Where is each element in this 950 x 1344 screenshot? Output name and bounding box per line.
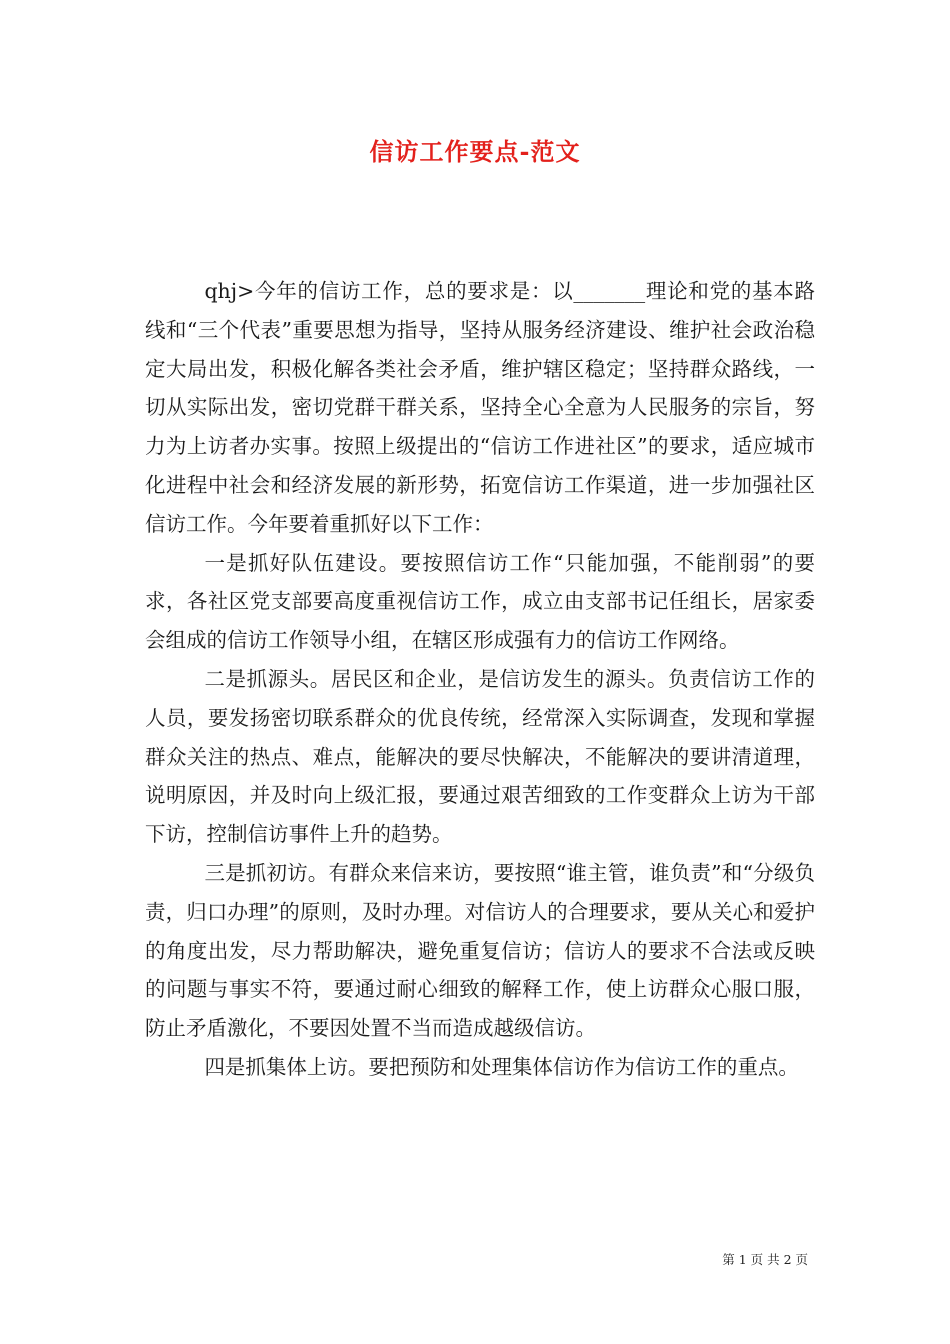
paragraph-collective-visit: 四是抓集体上访。要把预防和处理集体信访作为信访工作的重点。 <box>204 1054 799 1079</box>
paragraph-intro: qhj>今年的信访工作，总的要求是：以_______理论和党的基本路线和“三个代表”重要思想为指导，坚持从服务经济建设、维护社会政治稳定大局出发，积极化解各类社会矛盾，维护辖区稳定；坚持群众路线，一切从实际出发，密切党群干群关系，坚持全心全意为人民服务的宗旨，努力为上访者办实事。按照上级提出的“信访工作进社区”的要求，适应城市化进程中社会和经济发展的新形势，拓宽信访工作渠道，进一步加强社区信访工作。今年要着重抓好以下工作： <box>145 279 815 536</box>
document-body <box>145 272 815 1087</box>
document-title: 信访工作要点-范文 <box>369 137 581 166</box>
paragraph-source: 二是抓源头。居民区和企业，是信访发生的源头。负责信访工作的人员，要发扬密切联系群众的优良传统，经常深入实际调查，发现和掌握群众关注的热点、难点，能解决的要尽快解决，不能解决的要讲清道理，说明原因，并及时向上级汇报，要通过艰苦细致的工作变群众上访为干部下访，控制信访事件上升的趋势。 <box>145 666 815 847</box>
paragraph-initial-visit: 三是抓初访。有群众来信来访，要按照“谁主管，谁负责”和“分级负责，归口办理”的原则，及时办理。对信访人的合理要求，要从关心和爱护的角度出发，尽力帮助解决，避免重复信访；信访人的要求不合法或反映的问题与事实不符，要通过耐心细致的解释工作，使上访群众心服口服，防止矛盾激化，不要因处置不当而造成越级信访。 <box>145 860 815 1041</box>
paragraph-team-building: 一是抓好队伍建设。要按照信访工作“只能加强，不能削弱”的要求，各社区党支部要高度重视信访工作，成立由支部书记任组长，居家委会组成的信访工作领导小组，在辖区形成强有力的信访工作网络。 <box>145 550 815 653</box>
page-number: 第 1 页 共 2 页 <box>722 1252 808 1267</box>
